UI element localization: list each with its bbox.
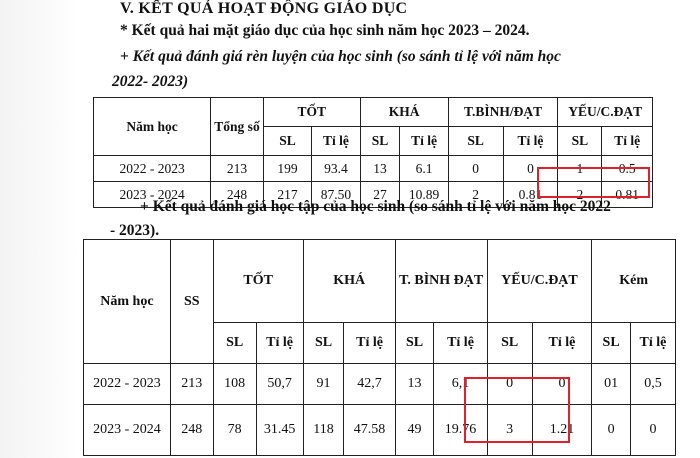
- cell-value: 0: [448, 156, 503, 182]
- th-rate: Tỉ lệ: [602, 127, 653, 156]
- th-group-good: TỐT: [213, 240, 303, 323]
- cell-value: 6,1: [434, 364, 487, 405]
- cell-value: 0: [630, 405, 675, 456]
- cell-value: 0.81: [503, 182, 558, 208]
- cell-value: 0: [592, 405, 631, 456]
- cell-value: 10.89: [400, 182, 448, 208]
- cell-year: 2023 - 2024: [94, 182, 211, 208]
- th-group-average: T. BÌNH ĐẠT: [395, 240, 487, 323]
- cell-year: 2022 - 2023: [84, 364, 171, 405]
- subheading-conduct-cont: 2022- 2023): [112, 73, 189, 90]
- cell-value: 93.4: [312, 156, 360, 182]
- th-ss: SS: [170, 240, 213, 364]
- cell-year: 2022 - 2023: [94, 156, 211, 182]
- th-group-good: TỐT: [263, 98, 360, 127]
- th-rate: Tỉ lệ: [312, 127, 360, 156]
- th-rate: Tỉ lệ: [256, 323, 303, 364]
- cell-value: 108: [213, 364, 256, 405]
- cell-value: 13: [395, 364, 434, 405]
- th-total: Tổng số: [211, 98, 264, 156]
- th-rate: Tỉ lệ: [434, 323, 487, 364]
- th-group-weak: YẾU/C.ĐẠT: [487, 240, 592, 323]
- th-year: Năm học: [84, 240, 171, 364]
- cell-value: 1: [558, 156, 602, 182]
- plus-marker: +: [120, 48, 129, 65]
- cell-value: 0.5: [602, 156, 653, 182]
- th-rate: Tỉ lệ: [630, 323, 675, 364]
- table-row: [84, 364, 676, 405]
- cell-value: 47.58: [344, 405, 395, 456]
- highlight-box-conduct-weak: [537, 167, 650, 198]
- th-sl: SL: [487, 323, 532, 364]
- cell-value: 27: [360, 182, 400, 208]
- cell-value: 19.76: [434, 405, 487, 456]
- cell-ss: 248: [170, 405, 213, 456]
- cell-value: 0,5: [630, 364, 675, 405]
- cell-ss: 213: [170, 364, 213, 405]
- th-group-average: T.BÌNH/ĐẠT: [448, 98, 558, 127]
- subheading-two-aspects: * Kết quả hai mặt giáo dục của học sinh năm học 2023 – 2024.: [120, 22, 530, 39]
- cell-value: 31.45: [256, 405, 303, 456]
- th-year: Năm học: [94, 98, 211, 156]
- cell-value: 13: [360, 156, 400, 182]
- cell-value: 0: [503, 156, 558, 182]
- section-heading: V. KẾT QUẢ HOẠT ĐỘNG GIÁO DỤC: [120, 0, 408, 17]
- cell-value: 49: [395, 405, 434, 456]
- cell-value: 118: [303, 405, 344, 456]
- cell-value: 01: [592, 364, 631, 405]
- cell-value: 42,7: [344, 364, 395, 405]
- th-group-weak: YẾU/C.ĐẠT: [558, 98, 653, 127]
- th-group-fair: KHÁ: [303, 240, 395, 323]
- cell-total: 248: [211, 182, 264, 208]
- cell-value: 2: [448, 182, 503, 208]
- cell-value: 3: [487, 405, 532, 456]
- th-sl: SL: [395, 323, 434, 364]
- cell-value: 6.1: [400, 156, 448, 182]
- th-rate: Tỉ lệ: [532, 323, 592, 364]
- subheading-conduct: [120, 48, 561, 66]
- th-sl: SL: [360, 127, 400, 156]
- th-sl: SL: [448, 127, 503, 156]
- th-sl: SL: [213, 323, 256, 364]
- cell-value: 87.50: [312, 182, 360, 208]
- cell-value: 1.21: [532, 405, 592, 456]
- subheading-learning: + Kết quả đánh giá học tập của học sinh (so sánh tỉ lệ với năm học 2022: [140, 198, 611, 215]
- cell-value: 199: [263, 156, 311, 182]
- th-sl: SL: [263, 127, 311, 156]
- th-rate: Tỉ lệ: [503, 127, 558, 156]
- th-sl: SL: [558, 127, 602, 156]
- th-sl: SL: [592, 323, 631, 364]
- subheading-learning-cont: - 2023).: [110, 222, 160, 239]
- highlight-box-learning-weak: [464, 377, 570, 443]
- th-rate: Tỉ lệ: [400, 127, 448, 156]
- cell-value: 0: [487, 364, 532, 405]
- cell-value: 217: [263, 182, 311, 208]
- th-group-fair: KHÁ: [360, 98, 448, 127]
- subheading-conduct-text: Kết quả đánh giá rèn luyện của học sinh (so sánh tỉ lệ với năm học: [132, 48, 561, 65]
- cell-value: 2: [558, 182, 602, 208]
- th-group-poor: Kém: [592, 240, 676, 323]
- cell-value: 50,7: [256, 364, 303, 405]
- page-edge-shadow: [0, 0, 80, 458]
- cell-total: 213: [211, 156, 264, 182]
- cell-value: 91: [303, 364, 344, 405]
- cell-value: 78: [213, 405, 256, 456]
- th-sl: SL: [303, 323, 344, 364]
- table-row: [84, 405, 676, 456]
- cell-value: 0: [532, 364, 592, 405]
- cell-year: 2023 - 2024: [84, 405, 171, 456]
- th-rate: Tỉ lệ: [344, 323, 395, 364]
- cell-value: 0.81: [602, 182, 653, 208]
- learning-table: [83, 239, 676, 456]
